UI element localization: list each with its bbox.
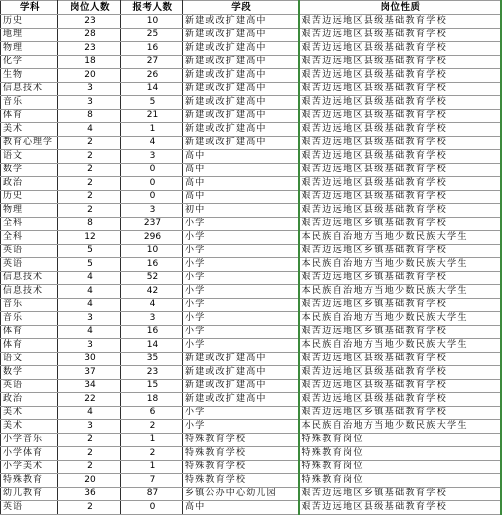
cell-positions[interactable]: 5 bbox=[58, 258, 121, 272]
table-row bbox=[1, 231, 501, 245]
cell-subject[interactable]: 信息技术 bbox=[1, 285, 58, 299]
cell-nature[interactable]: 本民族自治地方当地少数民族大学生 bbox=[299, 231, 501, 245]
cell-subject[interactable]: 体育 bbox=[1, 339, 58, 353]
cell-subject[interactable]: 教育心理学 bbox=[1, 136, 58, 150]
table-row bbox=[1, 150, 501, 164]
cell-nature[interactable]: 艰苦边远地区乡镇基础教育学校 bbox=[299, 271, 501, 285]
cell-subject[interactable]: 政治 bbox=[1, 393, 58, 407]
cell-stage[interactable]: 小学 bbox=[183, 298, 299, 312]
cell-stage[interactable]: 高中 bbox=[183, 163, 299, 177]
cell-nature[interactable]: 艰苦边远地区县级基础教育学校 bbox=[299, 190, 501, 204]
cell-applicants[interactable]: 25 bbox=[121, 28, 183, 42]
cell-positions[interactable]: 8 bbox=[58, 109, 121, 123]
cell-nature[interactable]: 特殊教育岗位 bbox=[299, 460, 501, 474]
column-header-positions[interactable]: 岗位人数 bbox=[58, 1, 121, 15]
cell-positions[interactable]: 34 bbox=[58, 379, 121, 393]
cell-subject[interactable]: 幼儿教育 bbox=[1, 487, 58, 501]
cell-stage[interactable]: 新建或改扩建高中 bbox=[183, 55, 299, 69]
table-row bbox=[1, 352, 501, 366]
cell-subject[interactable]: 地理 bbox=[1, 28, 58, 42]
cell-subject[interactable]: 小学音乐 bbox=[1, 433, 58, 447]
cell-applicants[interactable]: 0 bbox=[121, 163, 183, 177]
cell-stage[interactable]: 新建或改扩建高中 bbox=[183, 366, 299, 380]
cell-positions[interactable]: 4 bbox=[58, 271, 121, 285]
cell-stage[interactable]: 小学 bbox=[183, 420, 299, 434]
cell-applicants[interactable]: 10 bbox=[121, 244, 183, 258]
cell-subject[interactable]: 小学美术 bbox=[1, 460, 58, 474]
cell-positions[interactable]: 4 bbox=[58, 298, 121, 312]
cell-applicants[interactable]: 16 bbox=[121, 325, 183, 339]
column-header-applicants[interactable]: 报考人数 bbox=[121, 1, 183, 15]
cell-nature[interactable]: 艰苦边远地区乡镇基础教育学校 bbox=[299, 217, 501, 231]
cell-positions[interactable]: 3 bbox=[58, 420, 121, 434]
header-row bbox=[1, 1, 501, 15]
table-row bbox=[1, 136, 501, 150]
cell-applicants[interactable]: 0 bbox=[121, 501, 183, 515]
cell-applicants[interactable]: 3 bbox=[121, 312, 183, 326]
table-row bbox=[1, 28, 501, 42]
column-header-subject[interactable]: 学科 bbox=[1, 1, 58, 15]
cell-subject[interactable]: 信息技术 bbox=[1, 271, 58, 285]
cell-applicants[interactable]: 14 bbox=[121, 339, 183, 353]
table-row bbox=[1, 69, 501, 83]
cell-nature[interactable]: 艰苦边远地区县级基础教育学校 bbox=[299, 15, 501, 29]
cell-subject[interactable]: 化学 bbox=[1, 55, 58, 69]
table-row bbox=[1, 55, 501, 69]
cell-stage[interactable]: 特殊教育学校 bbox=[183, 447, 299, 461]
cell-subject[interactable]: 数学 bbox=[1, 366, 58, 380]
table-row bbox=[1, 258, 501, 272]
cell-stage[interactable]: 新建或改扩建高中 bbox=[183, 379, 299, 393]
cell-applicants[interactable]: 1 bbox=[121, 433, 183, 447]
cell-positions[interactable]: 36 bbox=[58, 487, 121, 501]
cell-positions[interactable]: 3 bbox=[58, 339, 121, 353]
table-row bbox=[1, 177, 501, 191]
cell-nature[interactable]: 艰苦边远地区县级基础教育学校 bbox=[299, 163, 501, 177]
cell-positions[interactable]: 2 bbox=[58, 177, 121, 191]
cell-positions[interactable]: 28 bbox=[58, 28, 121, 42]
cell-stage[interactable]: 新建或改扩建高中 bbox=[183, 82, 299, 96]
cell-stage[interactable]: 新建或改扩建高中 bbox=[183, 352, 299, 366]
cell-applicants[interactable]: 26 bbox=[121, 69, 183, 83]
cell-positions[interactable]: 20 bbox=[58, 69, 121, 83]
cell-applicants[interactable]: 7 bbox=[121, 474, 183, 488]
table-row bbox=[1, 42, 501, 56]
cell-positions[interactable]: 22 bbox=[58, 393, 121, 407]
cell-applicants[interactable]: 52 bbox=[121, 271, 183, 285]
table-row bbox=[1, 163, 501, 177]
cell-nature[interactable]: 本民族自治地方当地少数民族大学生 bbox=[299, 312, 501, 326]
cell-subject[interactable]: 语文 bbox=[1, 352, 58, 366]
table-row bbox=[1, 393, 501, 407]
table-row bbox=[1, 204, 501, 218]
table-row bbox=[1, 460, 501, 474]
cell-nature[interactable]: 本民族自治地方当地少数民族大学生 bbox=[299, 285, 501, 299]
cell-positions[interactable]: 23 bbox=[58, 42, 121, 56]
table-row bbox=[1, 15, 501, 29]
cell-stage[interactable]: 新建或改扩建高中 bbox=[183, 69, 299, 83]
cell-positions[interactable]: 2 bbox=[58, 190, 121, 204]
cell-stage[interactable]: 新建或改扩建高中 bbox=[183, 96, 299, 110]
cell-subject[interactable]: 数学 bbox=[1, 163, 58, 177]
cell-stage[interactable]: 高中 bbox=[183, 150, 299, 164]
cell-applicants[interactable]: 296 bbox=[121, 231, 183, 245]
cell-stage[interactable]: 特殊教育学校 bbox=[183, 460, 299, 474]
table-row bbox=[1, 96, 501, 110]
cell-applicants[interactable]: 87 bbox=[121, 487, 183, 501]
cell-stage[interactable]: 新建或改扩建高中 bbox=[183, 393, 299, 407]
table-row bbox=[1, 109, 501, 123]
cell-stage[interactable]: 小学 bbox=[183, 339, 299, 353]
cell-stage[interactable]: 小学 bbox=[183, 217, 299, 231]
cell-subject[interactable]: 物理 bbox=[1, 42, 58, 56]
cell-stage[interactable]: 特殊教育学校 bbox=[183, 433, 299, 447]
cell-nature[interactable]: 艰苦边远地区县级基础教育学校 bbox=[299, 136, 501, 150]
table-row bbox=[1, 339, 501, 353]
cell-positions[interactable]: 23 bbox=[58, 15, 121, 29]
cell-applicants[interactable]: 15 bbox=[121, 379, 183, 393]
cell-applicants[interactable]: 5 bbox=[121, 96, 183, 110]
cell-nature[interactable]: 艰苦边远地区县级基础教育学校 bbox=[299, 393, 501, 407]
cell-applicants[interactable]: 1 bbox=[121, 123, 183, 137]
table-row bbox=[1, 285, 501, 299]
table-row bbox=[1, 271, 501, 285]
cell-stage[interactable]: 高中 bbox=[183, 190, 299, 204]
cell-stage[interactable]: 新建或改扩建高中 bbox=[183, 123, 299, 137]
cell-stage[interactable]: 乡镇公办中心幼儿园 bbox=[183, 487, 299, 501]
table-row bbox=[1, 420, 501, 434]
cell-applicants[interactable]: 0 bbox=[121, 190, 183, 204]
table-row bbox=[1, 406, 501, 420]
cell-stage[interactable]: 小学 bbox=[183, 231, 299, 245]
cell-subject[interactable]: 英语 bbox=[1, 501, 58, 515]
cell-subject[interactable]: 信息技术 bbox=[1, 82, 58, 96]
cell-positions[interactable]: 2 bbox=[58, 460, 121, 474]
cell-subject[interactable]: 小学体育 bbox=[1, 447, 58, 461]
cell-stage[interactable]: 新建或改扩建高中 bbox=[183, 15, 299, 29]
cell-positions[interactable]: 4 bbox=[58, 406, 121, 420]
cell-subject[interactable]: 音乐 bbox=[1, 96, 58, 110]
cell-positions[interactable]: 2 bbox=[58, 447, 121, 461]
cell-nature[interactable]: 艰苦边远地区县级基础教育学校 bbox=[299, 109, 501, 123]
cell-nature[interactable]: 艰苦边远地区乡镇基础教育学校 bbox=[299, 298, 501, 312]
cell-subject[interactable]: 历史 bbox=[1, 15, 58, 29]
cell-subject[interactable]: 英语 bbox=[1, 258, 58, 272]
cell-positions[interactable]: 2 bbox=[58, 150, 121, 164]
cell-applicants[interactable]: 3 bbox=[121, 150, 183, 164]
cell-subject[interactable]: 体育 bbox=[1, 109, 58, 123]
cell-subject[interactable]: 英语 bbox=[1, 244, 58, 258]
cell-positions[interactable]: 2 bbox=[58, 136, 121, 150]
cell-applicants[interactable]: 2 bbox=[121, 420, 183, 434]
cell-applicants[interactable]: 3 bbox=[121, 204, 183, 218]
cell-stage[interactable]: 小学 bbox=[183, 271, 299, 285]
cell-stage[interactable]: 小学 bbox=[183, 325, 299, 339]
cell-nature[interactable]: 特殊教育岗位 bbox=[299, 474, 501, 488]
table-row bbox=[1, 487, 501, 501]
cell-nature[interactable]: 特殊教育岗位 bbox=[299, 433, 501, 447]
table-row bbox=[1, 82, 501, 96]
table-row bbox=[1, 244, 501, 258]
cell-applicants[interactable]: 0 bbox=[121, 177, 183, 191]
cell-applicants[interactable]: 23 bbox=[121, 366, 183, 380]
cell-nature[interactable]: 本民族自治地方当地少数民族大学生 bbox=[299, 339, 501, 353]
cell-nature[interactable]: 特殊教育岗位 bbox=[299, 447, 501, 461]
cell-nature[interactable]: 艰苦边远地区县级基础教育学校 bbox=[299, 123, 501, 137]
cell-positions[interactable]: 2 bbox=[58, 204, 121, 218]
cell-stage[interactable]: 小学 bbox=[183, 285, 299, 299]
cell-subject[interactable]: 全科 bbox=[1, 231, 58, 245]
cell-nature[interactable]: 艰苦边远地区乡镇基础教育学校 bbox=[299, 487, 501, 501]
cell-subject[interactable]: 美术 bbox=[1, 406, 58, 420]
cell-positions[interactable]: 5 bbox=[58, 244, 121, 258]
cell-applicants[interactable]: 42 bbox=[121, 285, 183, 299]
cell-applicants[interactable]: 21 bbox=[121, 109, 183, 123]
cell-applicants[interactable]: 6 bbox=[121, 406, 183, 420]
cell-stage[interactable]: 特殊教育学校 bbox=[183, 474, 299, 488]
table-body bbox=[1, 15, 501, 515]
cell-subject[interactable]: 历史 bbox=[1, 190, 58, 204]
cell-nature[interactable]: 艰苦边远地区县级基础教育学校 bbox=[299, 96, 501, 110]
cell-subject[interactable]: 物理 bbox=[1, 204, 58, 218]
cell-applicants[interactable]: 35 bbox=[121, 352, 183, 366]
table-row bbox=[1, 190, 501, 204]
cell-positions[interactable]: 4 bbox=[58, 285, 121, 299]
table-row bbox=[1, 474, 501, 488]
cell-positions[interactable]: 30 bbox=[58, 352, 121, 366]
cell-nature[interactable]: 本民族自治地方当地少数民族大学生 bbox=[299, 420, 501, 434]
cell-positions[interactable]: 20 bbox=[58, 474, 121, 488]
table-row bbox=[1, 433, 501, 447]
cell-subject[interactable]: 音乐 bbox=[1, 298, 58, 312]
cell-nature[interactable]: 艰苦边远地区县级基础教育学校 bbox=[299, 82, 501, 96]
cell-subject[interactable]: 语文 bbox=[1, 150, 58, 164]
cell-positions[interactable]: 18 bbox=[58, 55, 121, 69]
cell-nature[interactable]: 艰苦边远地区县级基础教育学校 bbox=[299, 204, 501, 218]
cell-positions[interactable]: 3 bbox=[58, 82, 121, 96]
cell-stage[interactable]: 小学 bbox=[183, 244, 299, 258]
cell-applicants[interactable]: 16 bbox=[121, 42, 183, 56]
table-row bbox=[1, 298, 501, 312]
cell-positions[interactable]: 12 bbox=[58, 231, 121, 245]
cell-applicants[interactable]: 2 bbox=[121, 447, 183, 461]
cell-subject[interactable]: 政治 bbox=[1, 177, 58, 191]
cell-subject[interactable]: 全科 bbox=[1, 217, 58, 231]
cell-stage[interactable]: 小学 bbox=[183, 258, 299, 272]
table-row bbox=[1, 217, 501, 231]
cell-applicants[interactable]: 27 bbox=[121, 55, 183, 69]
cell-applicants[interactable]: 237 bbox=[121, 217, 183, 231]
cell-subject[interactable]: 美术 bbox=[1, 420, 58, 434]
cell-stage[interactable]: 高中 bbox=[183, 177, 299, 191]
cell-nature[interactable]: 艰苦边远地区县级基础教育学校 bbox=[299, 366, 501, 380]
cell-applicants[interactable]: 16 bbox=[121, 258, 183, 272]
cell-stage[interactable]: 新建或改扩建高中 bbox=[183, 28, 299, 42]
cell-stage[interactable]: 新建或改扩建高中 bbox=[183, 42, 299, 56]
cell-positions[interactable]: 4 bbox=[58, 123, 121, 137]
cell-nature[interactable]: 艰苦边远地区县级基础教育学校 bbox=[299, 177, 501, 191]
table-row bbox=[1, 379, 501, 393]
cell-positions[interactable]: 2 bbox=[58, 163, 121, 177]
cell-stage[interactable]: 小学 bbox=[183, 312, 299, 326]
table-row bbox=[1, 123, 501, 137]
cell-subject[interactable]: 英语 bbox=[1, 379, 58, 393]
cell-applicants[interactable]: 14 bbox=[121, 82, 183, 96]
cell-nature[interactable]: 艰苦边远地区县级基础教育学校 bbox=[299, 379, 501, 393]
cell-positions[interactable]: 3 bbox=[58, 96, 121, 110]
cell-subject[interactable]: 音乐 bbox=[1, 312, 58, 326]
cell-nature[interactable]: 艰苦边远地区县级基础教育学校 bbox=[299, 55, 501, 69]
cell-subject[interactable]: 生物 bbox=[1, 69, 58, 83]
table-row bbox=[1, 325, 501, 339]
cell-applicants[interactable]: 4 bbox=[121, 298, 183, 312]
cell-nature[interactable]: 艰苦边远地区乡镇基础教育学校 bbox=[299, 325, 501, 339]
cell-nature[interactable]: 艰苦边远地区县级基础教育学校 bbox=[299, 150, 501, 164]
cell-positions[interactable]: 8 bbox=[58, 217, 121, 231]
cell-applicants[interactable]: 10 bbox=[121, 15, 183, 29]
cell-subject[interactable]: 体育 bbox=[1, 325, 58, 339]
cell-positions[interactable]: 2 bbox=[58, 501, 121, 515]
cell-applicants[interactable]: 18 bbox=[121, 393, 183, 407]
cell-applicants[interactable]: 4 bbox=[121, 136, 183, 150]
column-header-nature[interactable]: 岗位性质 bbox=[299, 1, 501, 15]
cell-nature[interactable]: 艰苦边远地区县级基础教育学校 bbox=[299, 69, 501, 83]
cell-nature[interactable]: 艰苦边远地区县级基础教育学校 bbox=[299, 42, 501, 56]
table-row bbox=[1, 501, 501, 515]
cell-stage[interactable]: 高中 bbox=[183, 501, 299, 515]
table-row bbox=[1, 366, 501, 380]
cell-nature[interactable]: 艰苦边远地区乡镇基础教育学校 bbox=[299, 406, 501, 420]
cell-nature[interactable]: 艰苦边远地区县级基础教育学校 bbox=[299, 352, 501, 366]
cell-positions[interactable]: 2 bbox=[58, 433, 121, 447]
cell-stage[interactable]: 新建或改扩建高中 bbox=[183, 136, 299, 150]
cell-stage[interactable]: 初中 bbox=[183, 204, 299, 218]
cell-stage[interactable]: 新建或改扩建高中 bbox=[183, 109, 299, 123]
cell-positions[interactable]: 4 bbox=[58, 325, 121, 339]
cell-subject[interactable]: 美术 bbox=[1, 123, 58, 137]
cell-applicants[interactable]: 1 bbox=[121, 460, 183, 474]
cell-positions[interactable]: 3 bbox=[58, 312, 121, 326]
cell-nature[interactable]: 艰苦边远地区县级基础教育学校 bbox=[299, 501, 501, 515]
cell-subject[interactable]: 特殊教育 bbox=[1, 474, 58, 488]
cell-stage[interactable]: 小学 bbox=[183, 406, 299, 420]
cell-nature[interactable]: 艰苦边远地区乡镇基础教育学校 bbox=[299, 244, 501, 258]
table-row bbox=[1, 447, 501, 461]
column-header-stage[interactable]: 学段 bbox=[183, 1, 299, 15]
table-row bbox=[1, 312, 501, 326]
cell-nature[interactable]: 本民族自治地方当地少数民族大学生 bbox=[299, 258, 501, 272]
cell-positions[interactable]: 37 bbox=[58, 366, 121, 380]
cell-nature[interactable]: 艰苦边远地区县级基础教育学校 bbox=[299, 28, 501, 42]
